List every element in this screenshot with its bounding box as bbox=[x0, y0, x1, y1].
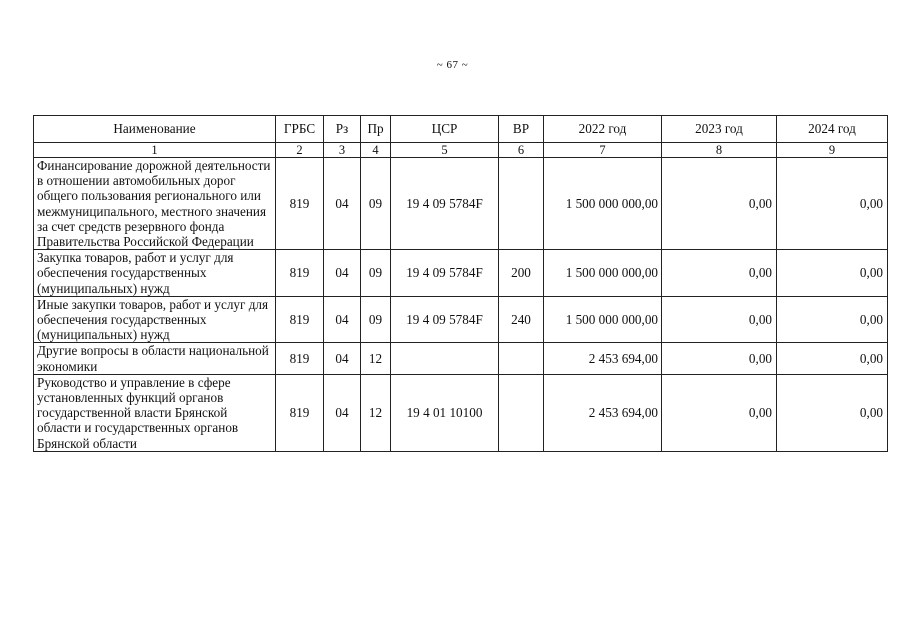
column-number: 1 bbox=[34, 143, 276, 158]
row-2022: 1 500 000 000,00 bbox=[544, 296, 662, 343]
header-csr: ЦСР bbox=[391, 116, 499, 143]
row-csr: 19 4 09 5784F bbox=[391, 250, 499, 297]
row-grbs: 819 bbox=[276, 374, 324, 451]
row-name: Закупка товаров, работ и услуг для обеспечения государственных (муниципальных) нужд bbox=[34, 250, 276, 297]
header-2024: 2024 год bbox=[777, 116, 888, 143]
header-2023: 2023 год bbox=[662, 116, 777, 143]
row-2022: 2 453 694,00 bbox=[544, 343, 662, 374]
column-number: 3 bbox=[324, 143, 361, 158]
table-row bbox=[34, 343, 888, 374]
row-vr bbox=[499, 158, 544, 250]
row-2023: 0,00 bbox=[662, 343, 777, 374]
column-number: 8 bbox=[662, 143, 777, 158]
row-rz: 04 bbox=[324, 374, 361, 451]
row-grbs: 819 bbox=[276, 343, 324, 374]
row-grbs: 819 bbox=[276, 250, 324, 297]
row-2024: 0,00 bbox=[777, 343, 888, 374]
row-pr: 09 bbox=[361, 250, 391, 297]
row-rz: 04 bbox=[324, 343, 361, 374]
header-name: Наименование bbox=[34, 116, 276, 143]
table-row bbox=[34, 250, 888, 297]
column-number: 5 bbox=[391, 143, 499, 158]
row-2023: 0,00 bbox=[662, 374, 777, 451]
row-name: Финансирование дорожной деятельности в отношении автомобильных дорог общего пользования регионального или межмуниципального, местного значения за счет средств резервного фонда Правительства Российской Федерации bbox=[34, 158, 276, 250]
header-rz: Рз bbox=[324, 116, 361, 143]
table-row bbox=[34, 296, 888, 343]
column-number: 4 bbox=[361, 143, 391, 158]
row-2024: 0,00 bbox=[777, 158, 888, 250]
row-2024: 0,00 bbox=[777, 374, 888, 451]
header-2022: 2022 год bbox=[544, 116, 662, 143]
table-row bbox=[34, 158, 888, 250]
row-csr: 19 4 09 5784F bbox=[391, 158, 499, 250]
row-vr bbox=[499, 374, 544, 451]
row-csr: 19 4 01 10100 bbox=[391, 374, 499, 451]
row-2023: 0,00 bbox=[662, 296, 777, 343]
row-rz: 04 bbox=[324, 250, 361, 297]
row-2024: 0,00 bbox=[777, 250, 888, 297]
row-rz: 04 bbox=[324, 158, 361, 250]
row-2022: 1 500 000 000,00 bbox=[544, 250, 662, 297]
row-pr: 12 bbox=[361, 343, 391, 374]
row-name: Другие вопросы в области национальной экономики bbox=[34, 343, 276, 374]
row-grbs: 819 bbox=[276, 296, 324, 343]
row-name: Иные закупки товаров, работ и услуг для обеспечения государственных (муниципальных) нужд bbox=[34, 296, 276, 343]
row-2022: 1 500 000 000,00 bbox=[544, 158, 662, 250]
column-number: 2 bbox=[276, 143, 324, 158]
row-2022: 2 453 694,00 bbox=[544, 374, 662, 451]
row-2023: 0,00 bbox=[662, 250, 777, 297]
row-vr bbox=[499, 343, 544, 374]
row-vr: 240 bbox=[499, 296, 544, 343]
column-number: 7 bbox=[544, 143, 662, 158]
row-name: Руководство и управление в сфере установленных функций органов государственной власти Брянской области и государственных органов Брянской области bbox=[34, 374, 276, 451]
table-header-row bbox=[34, 116, 888, 143]
row-pr: 09 bbox=[361, 296, 391, 343]
page-number: ~ 67 ~ bbox=[436, 59, 469, 71]
row-2024: 0,00 bbox=[777, 296, 888, 343]
row-rz: 04 bbox=[324, 296, 361, 343]
budget-table bbox=[33, 115, 888, 452]
row-pr: 09 bbox=[361, 158, 391, 250]
column-number: 6 bbox=[499, 143, 544, 158]
row-pr: 12 bbox=[361, 374, 391, 451]
header-pr: Пр bbox=[361, 116, 391, 143]
column-number-row bbox=[34, 143, 888, 158]
column-number: 9 bbox=[777, 143, 888, 158]
row-2023: 0,00 bbox=[662, 158, 777, 250]
row-vr: 200 bbox=[499, 250, 544, 297]
table-row bbox=[34, 374, 888, 451]
row-csr: 19 4 09 5784F bbox=[391, 296, 499, 343]
row-grbs: 819 bbox=[276, 158, 324, 250]
header-vr: ВР bbox=[499, 116, 544, 143]
row-csr bbox=[391, 343, 499, 374]
header-grbs: ГРБС bbox=[276, 116, 324, 143]
